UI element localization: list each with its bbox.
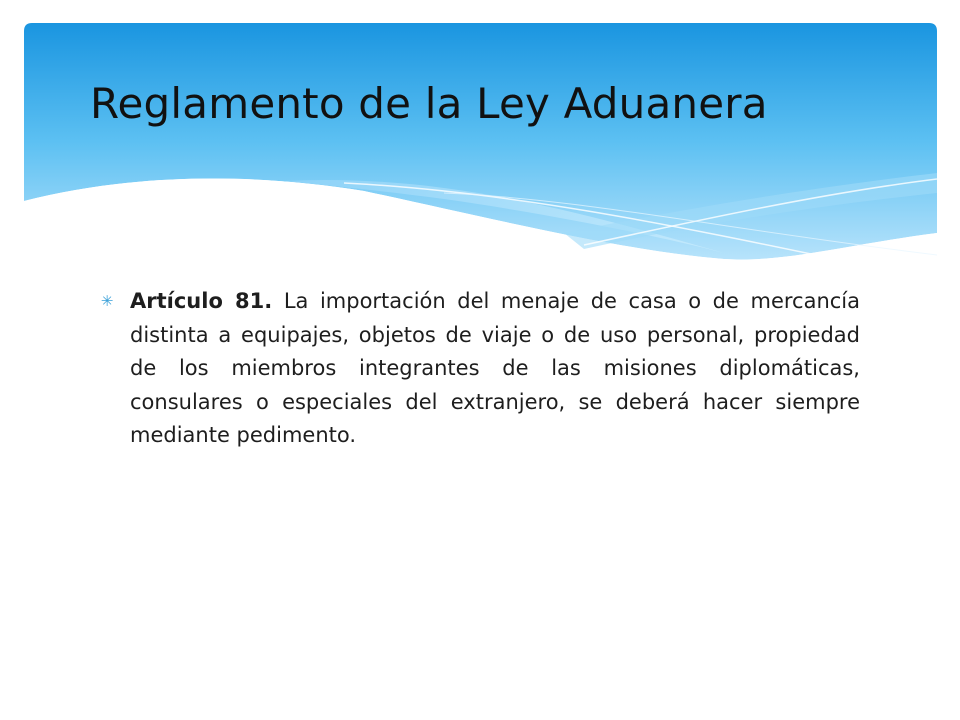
article-number: Artículo 81.: [130, 289, 273, 313]
asterisk-bullet-icon: ✳: [100, 292, 114, 310]
article-body: La importación del menaje de casa o de mercancía distinta a equipajes, objetos de viaje o de uso personal, propiedad de los miembros integrantes de las misiones diplomáticas, consulares o especiales del extranjero, se deberá hacer siempre mediante pedimento.: [130, 289, 861, 447]
list-item: [100, 285, 860, 453]
bullet-list: [100, 285, 860, 453]
slide-title: Reglamento de la Ley Aduanera: [90, 79, 768, 128]
title-header-band: [24, 23, 937, 273]
bullet-text: [130, 285, 860, 453]
wave-background: [24, 23, 937, 273]
